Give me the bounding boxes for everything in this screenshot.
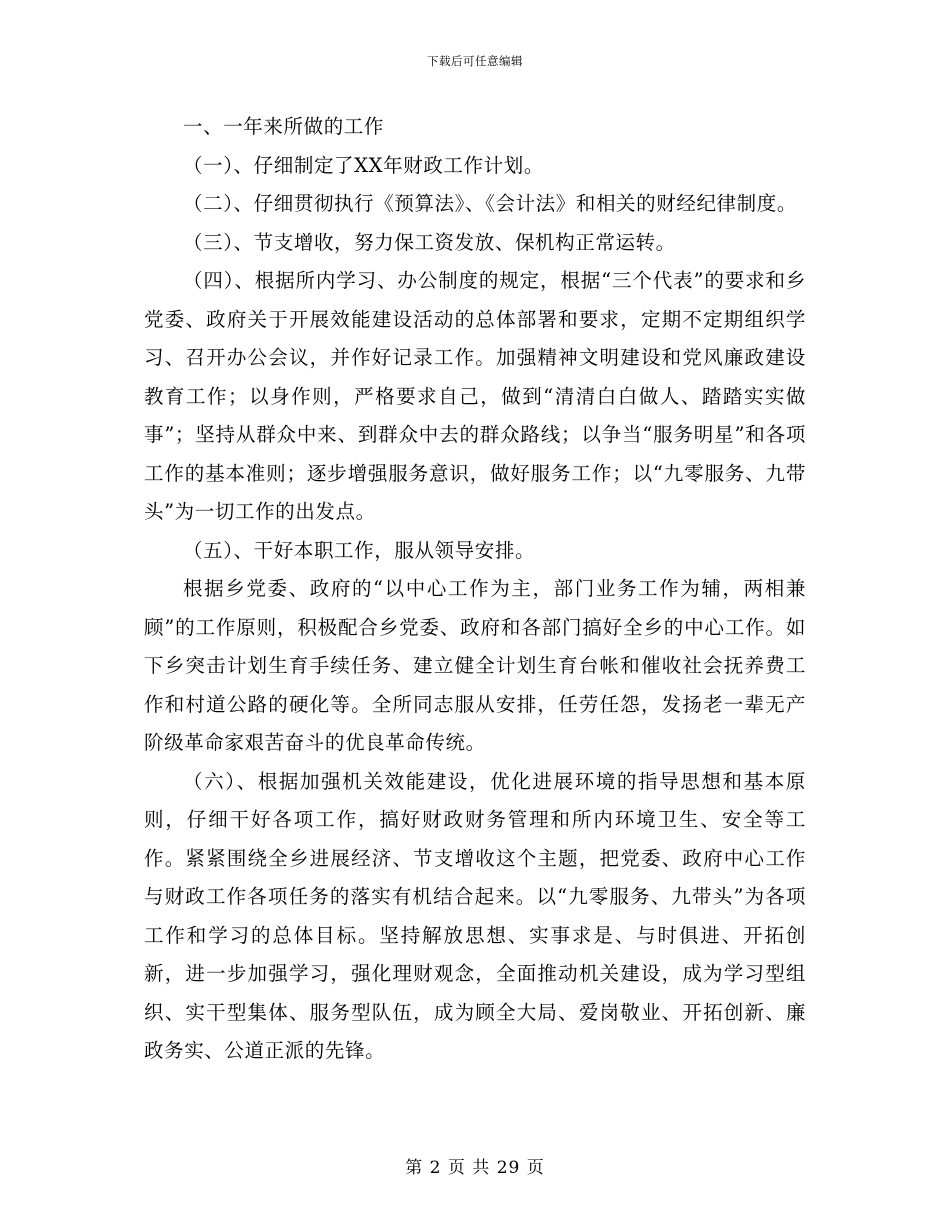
- paragraph-item-5: （五）、干好本职工作，服从领导安排。: [183, 538, 536, 562]
- document-body: [144, 108, 806, 1071]
- paragraph-item-1: （一）、仔细制定了XX年财政工作计划。: [183, 153, 544, 177]
- page-number: 第 2 页 共 29 页: [405, 1158, 545, 1178]
- paragraph-item-3: （三）、节支增收，努力保工资发放、保机构正常运转。: [183, 230, 676, 254]
- section-heading: 一、一年来所做的工作: [183, 115, 385, 138]
- header-note: 下载后可任意编辑: [427, 54, 523, 68]
- paragraph-item-2: （二）、仔细贯彻执行《预算法》、《会计法》和相关的财经纪律制度。: [183, 192, 797, 215]
- paragraph-item-5-detail: 根据乡党委、政府的“以中心工作为主，部门业务工作为辅，两相兼顾”的工作原则，积极配合乡党委、政府和各部门搞好全乡的中心工作。如下乡突击计划生育手续任务、建立健全计划生育台帐和催收社会抚养费工作和村道公路的硬化等。全所同志服从安排，任劳任怨，发扬老一辈无产阶级革命家艰苦奋斗的优良革命传统。: [144, 577, 806, 754]
- paragraph-item-6: （六）、根据加强机关效能建设，优化进展环境的指导思想和基本原则，仔细干好各项工作，搞好财政财务管理和所内环境卫生、安全等工作。紧紧围绕全乡进展经济、节支增收这个主题，把党委、政府中心工作与财政工作各项任务的落实有机结合起来。以“九零服务、九带头”为各项工作和学习的总体目标。坚持解放思想、实事求是、与时俱进、开拓创新，进一步加强学习，强化理财观念，全面推动机关建设，成为学习型组织、实干型集体、服务型队伍，成为顾全大局、爱岗敬业、开拓创新、廉政务实、公道正派的先锋。: [144, 769, 806, 1062]
- paragraph-item-4: （四）、根据所内学习、办公制度的规定，根据“三个代表”的要求和乡党委、政府关于开展效能建设活动的总体部署和要求，定期不定期组织学习、召开办公会议，并作好记录工作。加强精神文明建设和党风廉政建设教育工作；以身作则，严格要求自己，做到“清清白白做人、踏踏实实做事”；坚持从群众中来、到群众中去的群众路线；以争当“服务明星”和各项工作的基本准则；逐步增强服务意识，做好服务工作；以“九零服务、九带头”为一切工作的出发点。: [144, 269, 806, 523]
